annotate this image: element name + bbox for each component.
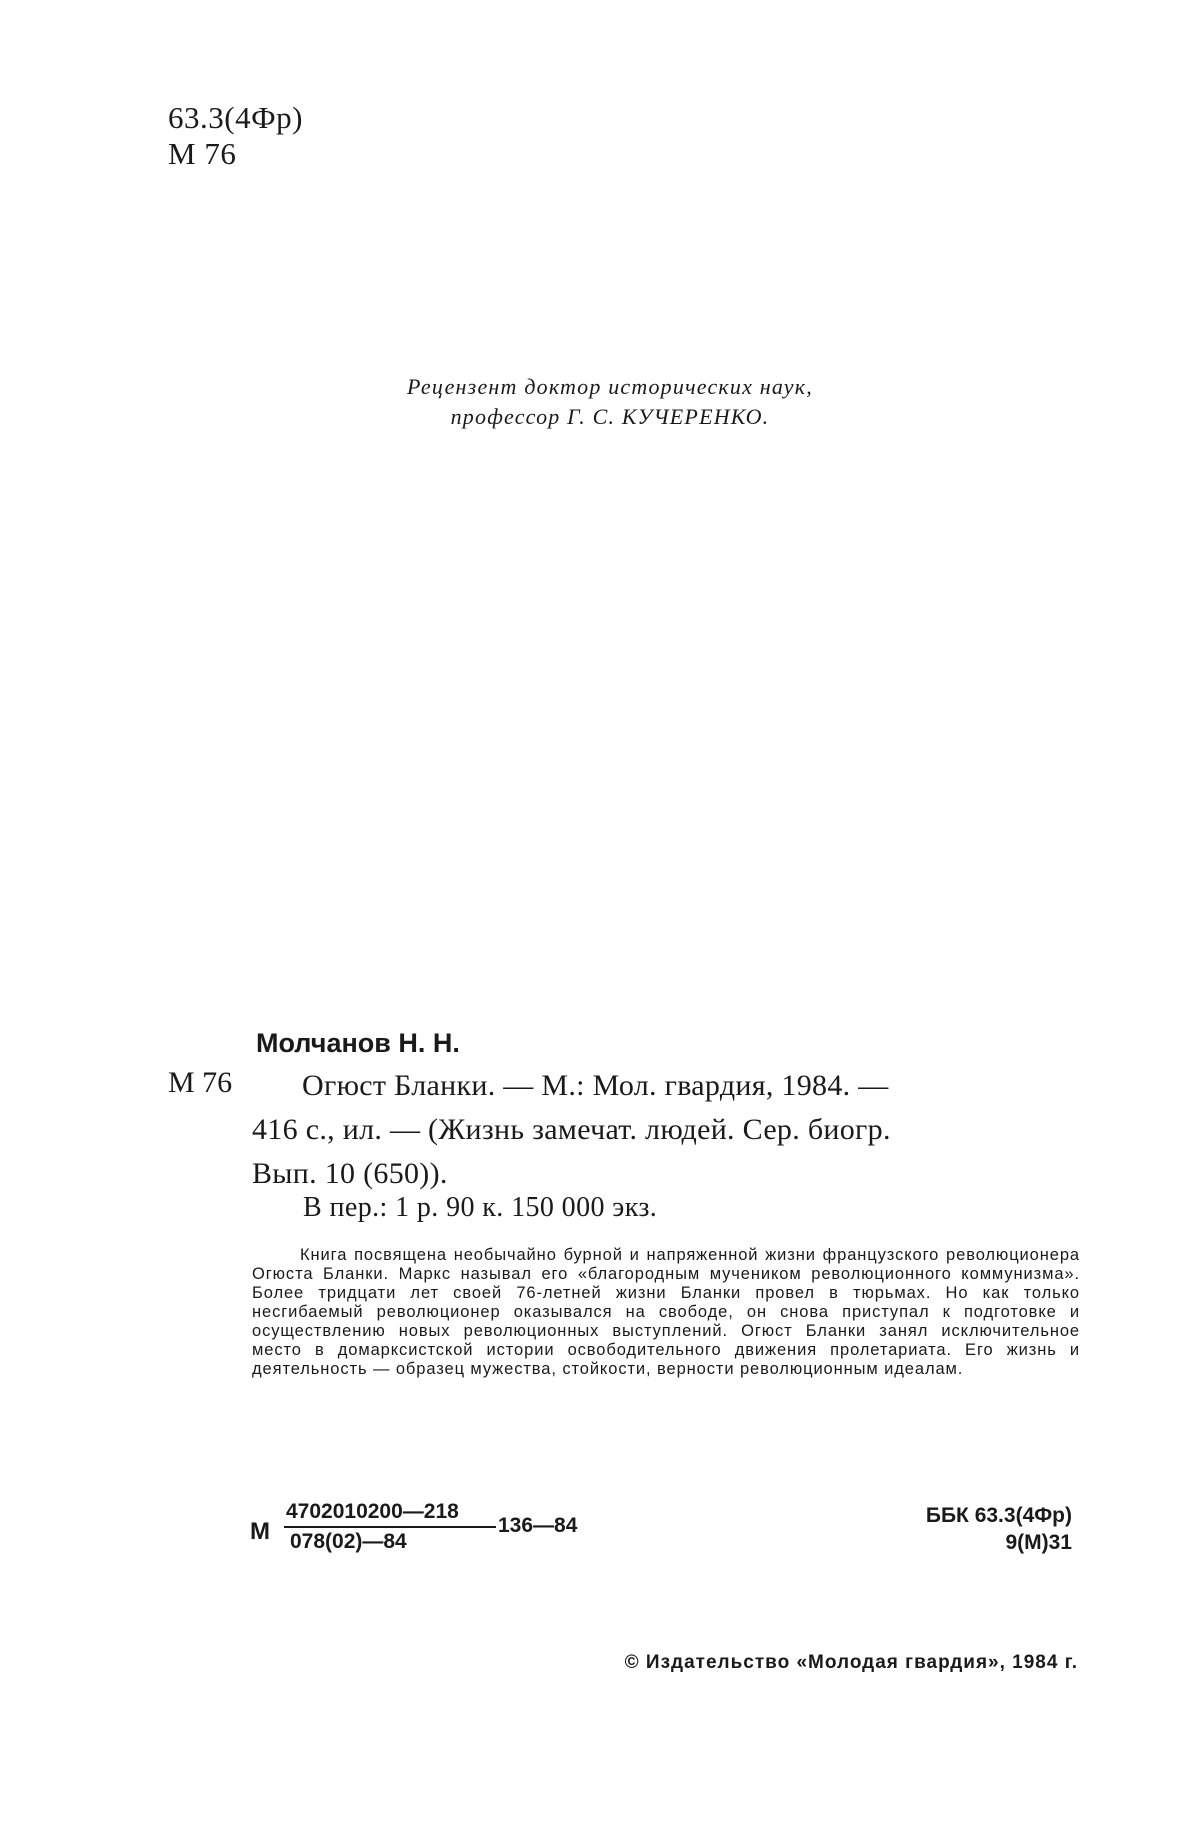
classification-author-mark: М 76 — [168, 136, 237, 171]
record-author-mark: М 76 — [168, 1066, 233, 1099]
record-price: В пер.: 1 р. 90 к. 150 000 экз. — [303, 1192, 658, 1223]
classification-code: 63.3(4Фр) — [168, 100, 303, 135]
code-denominator: 078(02)—84 — [290, 1530, 407, 1553]
bbk-line-1: ББК 63.3(4Фр) — [925, 1504, 1072, 1527]
record-line-2: 416 с., ил. — (Жизнь замечат. людей. Сер. биогр. — [252, 1113, 891, 1146]
record-author: Молчанов Н. Н. — [256, 1028, 460, 1058]
record-line-1: Огюст Бланки. — М.: Мол. гвардия, 1984. — — [302, 1069, 889, 1102]
bbk-line-2: 9(М)31 — [1005, 1531, 1072, 1554]
code-suffix: 136—84 — [498, 1514, 578, 1537]
reviewer-line-2: профессор Г. С. КУЧЕРЕНКО. — [450, 404, 770, 429]
code-prefix: М — [250, 1518, 270, 1545]
reviewer-line-1: Рецензент доктор исторических наук, — [407, 374, 813, 399]
annotation-text: Книга посвящена необычайно бурной и напряженной жизни французского революционера Огюста Бланки. Маркс называл его «благородным мучеником революционного коммунизма». Более тридцати лет своей 76-летней жизни Бланки провел в тюрьмах. Но как только несгибаемый революционер оказывался на свободе, он снова приступал к подготовке и осуществлению новых революционных выступлений. Огюст Бланки занял исключительное место в домарксистской истории освободительного движения пролетариата. Его жизнь и деятельность — образец мужества, стойкости, верности революционным идеалам. — [252, 1246, 1080, 1378]
classification-block — [168, 100, 303, 172]
copyright-notice: © Издательство «Молодая гвардия», 1984 г. — [624, 1652, 1078, 1673]
bbk-block — [926, 1502, 1072, 1556]
code-fraction-rule — [284, 1526, 496, 1528]
code-numerator: 4702010200—218 — [286, 1500, 459, 1523]
reviewer-block — [330, 372, 890, 432]
record-description — [252, 1064, 1082, 1196]
record-line-3: Вып. 10 (650)). — [252, 1157, 448, 1190]
